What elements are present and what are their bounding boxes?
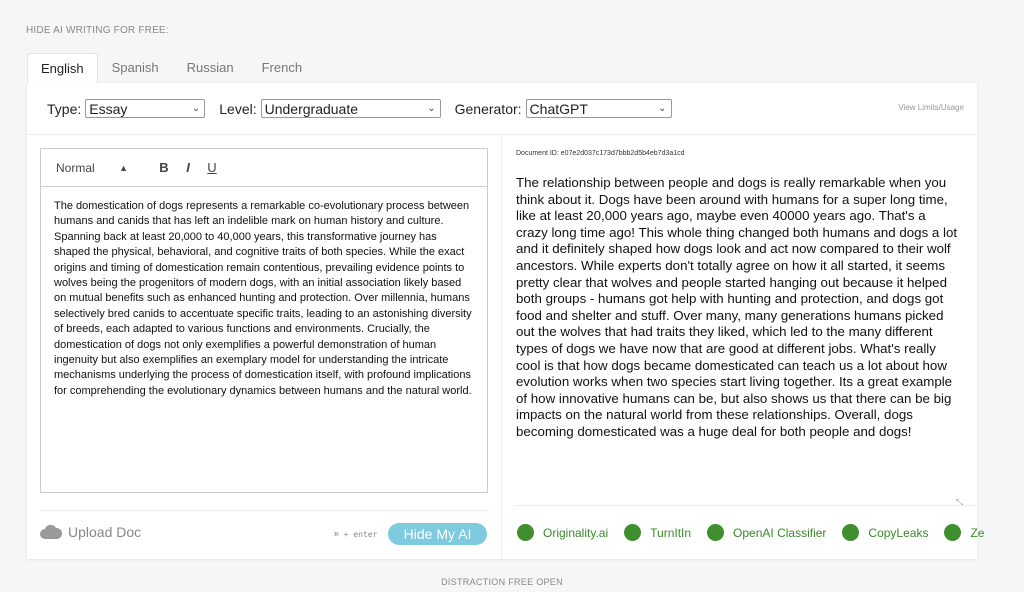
detector-label: CopyLeaks (868, 525, 929, 540)
level-label: Level: (219, 100, 257, 117)
hide-my-ai-button[interactable]: Hide My AI (388, 523, 487, 545)
header-divider (27, 134, 977, 135)
language-tabs (27, 53, 316, 85)
tab-russian[interactable]: Russian (186, 60, 234, 75)
view-limits-link[interactable]: View Limits/Usage (898, 103, 964, 112)
status-dot-icon (707, 524, 724, 541)
updown-icon: ▲︎ (119, 162, 128, 173)
detector-ze (944, 524, 984, 541)
editor-toolbar (41, 149, 487, 187)
tab-spanish[interactable]: Spanish (111, 60, 159, 75)
detector-turnitin (624, 524, 691, 541)
italic-button[interactable]: I (186, 160, 190, 175)
shortcut-hint: ⌘ + enter (334, 530, 378, 539)
output-text-area[interactable]: The relationship between people and dogs is really remarkable when you think about it. Dogs have been around with humans for a super long time, like at least 20,000 years ago, maybe even 40000 years ago. That's a crazy long time ago! This whole thing changed both humans and dogs a lot and it definitely shaped how dogs look and act now compared to their wolf ancestors. While experts don't totally agree on how it all started, it seems pretty clear that wolves and people started hanging out because it helped both groups - humans got help with hunting and protection, and dogs got food and shelter and stuff. Over many, many generations humans picked out the wolves that had traits they liked, which led to the many different types of dogs we have now that are good at different jobs. What's really cool is that how dogs became domesticated can teach us a lot about how evolution works when two species start living together. Its a great example of how innovative humans can be, but also shows us that there can be big impacts on the natural world from these relationships. Overall, dogs becoming domesticated was a huge deal for both people and dogs! (516, 175, 958, 439)
detector-label: Originality.ai (543, 525, 609, 540)
status-dot-icon (842, 524, 859, 541)
generator-select-value: ChatGPT (529, 100, 588, 117)
status-dot-icon (624, 524, 641, 541)
detector-label: OpenAI Classifier (733, 525, 827, 540)
controls-row (47, 99, 686, 118)
page-caption: HIDE AI WRITING FOR FREE: (26, 25, 169, 36)
underline-button[interactable]: U (207, 160, 217, 175)
chevron-down-icon: ⌄ (658, 103, 667, 114)
type-select-value: Essay (89, 100, 128, 117)
detector-originality (517, 524, 608, 541)
document-id: Document ID: e07e2d037c173d7bbb2d5b4eb7d3a1cd (516, 150, 685, 157)
output-footer-divider (514, 505, 977, 506)
main-card (27, 83, 985, 559)
detector-label: Ze (970, 525, 985, 540)
tab-french[interactable]: French (261, 60, 303, 75)
distraction-free-link[interactable]: DISTRACTION FREE OPEN (441, 577, 563, 587)
format-select[interactable] (56, 161, 128, 175)
chevron-down-icon: ⌄ (427, 103, 436, 114)
type-select[interactable] (85, 99, 205, 118)
status-dot-icon (517, 524, 534, 541)
level-select[interactable] (261, 99, 441, 118)
input-text-area[interactable]: The domestication of dogs represents a remarkable co-evolutionary process between humans and canids that has left an indelible mark on human history and culture. Spanning back at least 20,000 to 40,000 years, this transformative journey has shaped the physical, behavioral, and cognitive traits of both species. While the exact origins and timing of domestication remain contentious, prevailing evidence points to wolves being the progenitors of modern dogs, with an initial association likely based on mutual benefits such as enhanced hunting and protection. Over millennia, humans selectively bred canids to accentuate specific traits, leading to an astonishing diversity of breeds, each adapted to various functions and environments. Crucially, the domestication of dogs not only exemplifies a powerful demonstration of human ingenuity but also exemplifies an exemplary model for understanding the intricate mechanisms underlying the process of domestication itself, with profound implications for comprehending the evolutionary dynamics between humans and the natural world. (54, 200, 472, 397)
input-footer-divider (40, 510, 488, 511)
status-dot-icon (944, 524, 961, 541)
detector-copyleaks (842, 524, 928, 541)
upload-doc-label: Upload Doc (68, 524, 142, 540)
column-divider (501, 134, 502, 559)
upload-doc-button[interactable] (40, 524, 141, 540)
tab-english[interactable]: English (27, 53, 98, 85)
type-label: Type: (47, 100, 82, 117)
generator-label: Generator: (454, 100, 522, 117)
generator-select[interactable] (526, 99, 672, 118)
input-editor (40, 148, 488, 493)
detector-label: TurnItIn (650, 525, 692, 540)
cloud-icon (40, 525, 62, 539)
chevron-down-icon: ⌄ (191, 103, 201, 114)
format-select-value: Normal (56, 160, 95, 175)
resize-handle-icon[interactable]: ⤡ (956, 497, 964, 507)
level-select-value: Undergraduate (264, 100, 359, 117)
detector-openai-classifier (707, 524, 826, 541)
detector-list (517, 524, 985, 541)
bold-button[interactable]: B (159, 160, 169, 175)
